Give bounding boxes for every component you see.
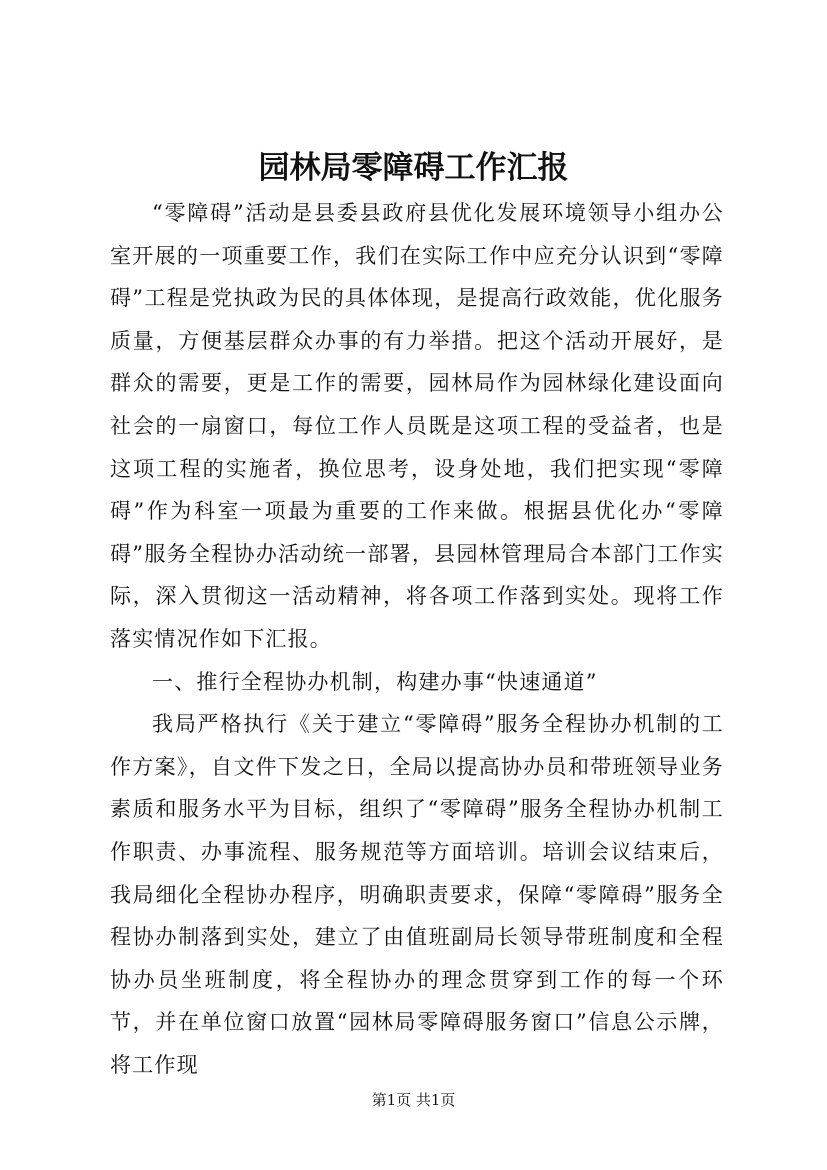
page-footer: 第1页 共1页 xyxy=(371,1091,456,1109)
document-title: 园林局零障碍工作汇报 xyxy=(258,150,569,186)
document-body xyxy=(110,192,724,1086)
paragraph-intro: “零障碍”活动是县委县政府县优化发展环境领导小组办公室开展的一项重要工作，我们在实际工作中应充分认识到“零障碍”工程是党执政为民的具体体现，是提高行政效能，优化服务质量，方便基层群众办事的有力举措。把这个活动开展好，是群众的需要，更是工作的需要，园林局作为园林绿化建设面向社会的一扇窗口，每位工作人员既是这项工程的受益者，也是这项工程的实施者，换位思考，设身处地，我们把实现“零障碍”作为科室一项最为重要的工作来做。根据县优化办“零障碍”服务全程协办活动统一部署，县园林管理局合本部门工作实际，深入贯彻这一活动精神，将各项工作落到实处。现将工作落实情况作如下汇报。 xyxy=(110,201,724,651)
paragraph-section-1: 我局严格执行《关于建立“零障碍”服务全程协办机制的工作方案》，自文件下发之日，全局以提高协办员和带班领导业务素质和服务水平为目标，组织了“零障碍”服务全程协办机制工作职责、办事流程、服务规范等方面培训。培训会议结束后，我局细化全程协办程序，明确职责要求，保障“零障碍”服务全程协办制落到实处，建立了由值班副局长领导带班制度和全程协办员坐班制度，将全程协办的理念贯穿到工作的每一个环节，并在单位窗口放置“园林局零障碍服务窗口”信息公示牌，将工作现 xyxy=(110,712,724,1077)
section-heading-1: 一、推行全程协办机制，构建办事“快速通道” xyxy=(152,669,598,694)
